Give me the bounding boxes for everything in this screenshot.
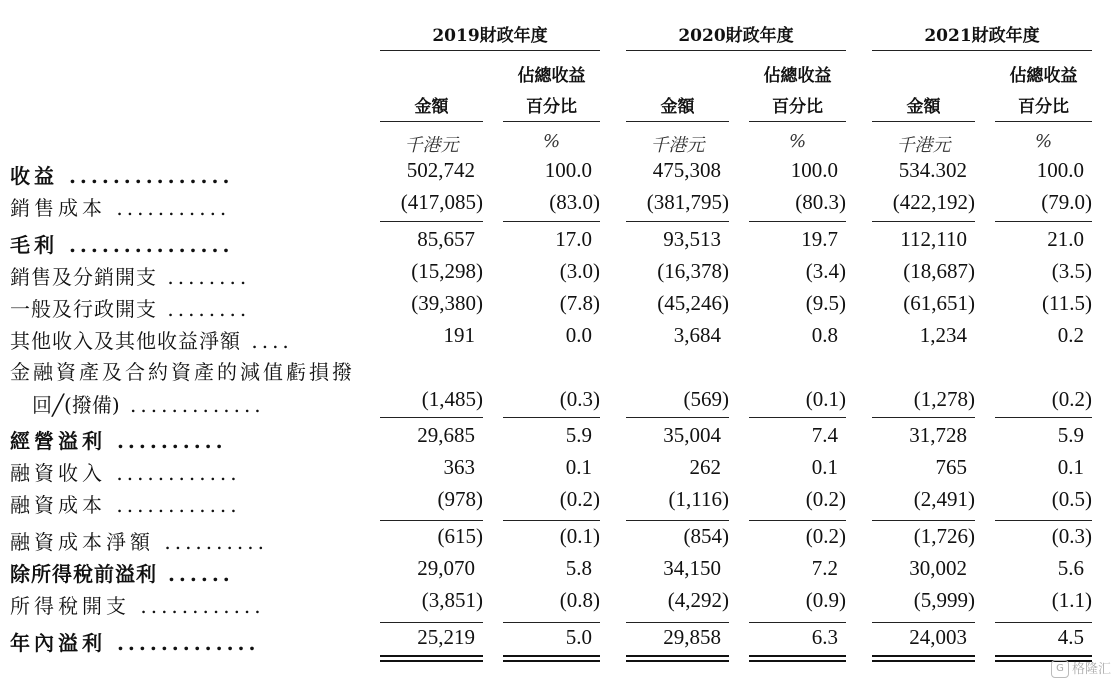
amount-cell: 93,513 [663, 227, 721, 251]
row-label: 年內溢利 ............. [10, 631, 260, 655]
amount-cell: 765 [935, 455, 967, 479]
amount-header: 金額 [660, 97, 695, 117]
pct-cell: 5.0 [565, 625, 592, 649]
pct-cell: (80.3) [795, 190, 846, 214]
pct-cell: (9.5) [805, 291, 846, 315]
amount-cell: 29,070 [417, 556, 475, 580]
column-header-rule [380, 121, 483, 122]
pct-cell: (11.5) [1042, 291, 1092, 315]
column-header-rule [626, 121, 729, 122]
pct-cell: 5.6 [1057, 556, 1084, 580]
amount-cell: (61,651) [903, 291, 975, 315]
subtotal-rule [872, 417, 975, 418]
pct-cell: 7.2 [811, 556, 838, 580]
leader-dots: ............ [106, 461, 241, 485]
subtotal-rule [626, 221, 729, 222]
row-label: 銷售成本 ........... [10, 196, 231, 220]
total-rule [749, 622, 846, 623]
pct-cell: (0.8) [559, 588, 600, 612]
double-underline [872, 655, 975, 662]
leader-dots: .......... [106, 429, 227, 453]
subtotal-rule [749, 417, 846, 418]
pct-cell: (0.1) [805, 387, 846, 411]
row-label: 經營溢利 .......... [10, 429, 227, 453]
amount-cell: 30,002 [909, 556, 967, 580]
pct-cell: 6.3 [811, 625, 838, 649]
subtotal-rule [872, 221, 975, 222]
leader-dots: ............... [58, 233, 234, 257]
pct-header-line1: 佔總收益 [1009, 66, 1078, 86]
subtotal-rule [380, 417, 483, 418]
amount-cell: (5,999) [913, 588, 975, 612]
double-underline [749, 655, 846, 662]
row-label: 一般及行政開支 ........ [10, 297, 251, 321]
leader-dots: ........... [106, 196, 231, 220]
subtotal-rule [503, 221, 600, 222]
amount-header: 金額 [414, 97, 449, 117]
pct-cell: 17.0 [555, 227, 592, 251]
row-label: 金融資產及合約資產的減值虧損撥 [10, 360, 355, 384]
amount-cell: 502,742 [406, 158, 475, 182]
unit-amount: 千港元 [404, 135, 459, 156]
leader-dots: ........ [157, 265, 251, 289]
amount-cell: (1,485) [421, 387, 483, 411]
pct-cell: 0.1 [811, 455, 838, 479]
pct-cell: (79.0) [1041, 190, 1092, 214]
pct-cell: (83.0) [549, 190, 600, 214]
leader-dots: ........ [157, 297, 251, 321]
subtotal-rule [626, 417, 729, 418]
amount-cell: 25,219 [417, 625, 475, 649]
unit-pct: % [542, 131, 561, 152]
column-header-rule [872, 121, 975, 122]
pct-cell: (3.0) [559, 259, 600, 283]
total-rule [995, 622, 1092, 623]
row-label: 其他收入及其他收益淨額 .... [10, 329, 293, 353]
pct-cell: 0.0 [565, 323, 592, 347]
amount-cell: 1,234 [919, 323, 967, 347]
amount-cell: 31,728 [909, 423, 967, 447]
total-rule [626, 622, 729, 623]
amount-cell: 29,685 [417, 423, 475, 447]
leader-dots: ............... [58, 164, 234, 188]
pct-cell: 5.9 [565, 423, 592, 447]
subtotal-rule [380, 221, 483, 222]
amount-cell: (422,192) [892, 190, 975, 214]
leader-dots: ............. [119, 393, 265, 417]
pct-cell: 21.0 [1047, 227, 1084, 251]
double-underline [503, 655, 600, 662]
amount-cell: (569) [683, 387, 729, 411]
row-label: 收益 ............... [10, 164, 234, 188]
pct-cell: (1.1) [1051, 588, 1092, 612]
pct-cell: 100.0 [544, 158, 592, 182]
amount-cell: (381,795) [646, 190, 729, 214]
leader-dots: ............. [106, 631, 260, 655]
column-header-rule [503, 121, 600, 122]
year-header-rule [380, 50, 600, 51]
leader-dots: ............ [106, 493, 241, 517]
pct-cell: 0.8 [811, 323, 838, 347]
watermark [1051, 658, 1111, 679]
amount-cell: 191 [443, 323, 475, 347]
unit-amount: 千港元 [896, 135, 951, 156]
pct-cell: (0.2) [1051, 387, 1092, 411]
amount-cell: (417,085) [400, 190, 483, 214]
row-label: 銷售及分銷開支 ........ [10, 265, 251, 289]
row-label: 除所得稅前溢利 ...... [10, 562, 234, 586]
year-header: 2021財政年度 [924, 26, 1040, 46]
pct-cell: 19.7 [801, 227, 838, 251]
amount-cell: (1,278) [913, 387, 975, 411]
amount-cell: 34,150 [663, 556, 721, 580]
pct-cell: 100.0 [1036, 158, 1084, 182]
pct-cell: 4.5 [1057, 625, 1084, 649]
subtotal-rule [995, 417, 1092, 418]
amount-cell: (45,246) [657, 291, 729, 315]
row-label: 所得稅開支 ............ [10, 594, 265, 618]
amount-header: 金額 [906, 97, 941, 117]
pct-cell: (0.2) [805, 487, 846, 511]
column-header-rule [995, 121, 1092, 122]
year-header-rule [872, 50, 1092, 51]
pct-header-line2: 百分比 [772, 97, 823, 117]
pct-cell: (7.8) [559, 291, 600, 315]
row-label: 融資成本 ............ [10, 493, 241, 517]
amount-cell: (854) [683, 524, 729, 548]
pct-cell: (0.5) [1051, 487, 1092, 511]
leader-dots: .... [241, 329, 293, 353]
pct-header-line2: 百分比 [1018, 97, 1069, 117]
amount-cell: 112,110 [900, 227, 967, 251]
subtotal-rule [872, 520, 975, 521]
pct-cell: (0.9) [805, 588, 846, 612]
amount-cell: 85,657 [417, 227, 475, 251]
pct-cell: 7.4 [811, 423, 838, 447]
amount-cell: 35,004 [663, 423, 721, 447]
unit-pct: % [1034, 131, 1053, 152]
pct-cell: 100.0 [790, 158, 838, 182]
amount-cell: 534.302 [898, 158, 967, 182]
leader-dots: .......... [154, 530, 268, 554]
pct-header-line1: 佔總收益 [763, 66, 832, 86]
pct-cell: 0.1 [565, 455, 592, 479]
row-label: 融資收入 ............ [10, 461, 241, 485]
amount-cell: (18,687) [903, 259, 975, 283]
watermark-logo-icon: G [1051, 660, 1069, 678]
amount-cell: (1,726) [913, 524, 975, 548]
leader-dots: ............ [130, 594, 265, 618]
row-label: 融資成本淨額 .......... [10, 530, 268, 554]
pct-header-line2: 百分比 [526, 97, 577, 117]
leader-dots: ...... [157, 562, 234, 586]
amount-cell: 29,858 [663, 625, 721, 649]
subtotal-rule [749, 221, 846, 222]
amount-cell: 363 [443, 455, 475, 479]
watermark-text: 格隆汇 [1071, 661, 1111, 677]
pct-cell: 5.8 [565, 556, 592, 580]
total-rule [503, 622, 600, 623]
column-header-rule [749, 121, 846, 122]
pct-cell: (3.5) [1051, 259, 1092, 283]
pct-cell: (3.4) [805, 259, 846, 283]
amount-cell: (3,851) [421, 588, 483, 612]
pct-cell: (0.2) [805, 524, 846, 548]
amount-cell: (15,298) [411, 259, 483, 283]
unit-amount: 千港元 [650, 135, 705, 156]
row-label-continued: 回╱(撥備) ............. [32, 393, 265, 417]
total-rule [872, 622, 975, 623]
double-underline [626, 655, 729, 662]
pct-cell: (0.1) [559, 524, 600, 548]
amount-cell: (1,116) [668, 487, 729, 511]
subtotal-rule [626, 520, 729, 521]
pct-cell: 5.9 [1057, 423, 1084, 447]
subtotal-rule [503, 417, 600, 418]
subtotal-rule [749, 520, 846, 521]
subtotal-rule [503, 520, 600, 521]
year-header: 2019財政年度 [432, 26, 548, 46]
double-underline [380, 655, 483, 662]
amount-cell: (978) [437, 487, 483, 511]
amount-cell: (2,491) [913, 487, 975, 511]
pct-header-line1: 佔總收益 [517, 66, 586, 86]
unit-pct: % [788, 131, 807, 152]
amount-cell: 475,308 [652, 158, 721, 182]
amount-cell: 262 [689, 455, 721, 479]
subtotal-rule [380, 520, 483, 521]
year-header: 2020財政年度 [678, 26, 794, 46]
amount-cell: (16,378) [657, 259, 729, 283]
amount-cell: 24,003 [909, 625, 967, 649]
pct-cell: (0.2) [559, 487, 600, 511]
amount-cell: (4,292) [667, 588, 729, 612]
pct-cell: (0.3) [1051, 524, 1092, 548]
amount-cell: (615) [437, 524, 483, 548]
total-rule [380, 622, 483, 623]
pct-cell: 0.1 [1057, 455, 1084, 479]
row-label: 毛利 ............... [10, 233, 234, 257]
amount-cell: (39,380) [411, 291, 483, 315]
year-header-rule [626, 50, 846, 51]
pct-cell: (0.3) [559, 387, 600, 411]
subtotal-rule [995, 520, 1092, 521]
amount-cell: 3,684 [673, 323, 721, 347]
pct-cell: 0.2 [1057, 323, 1084, 347]
subtotal-rule [995, 221, 1092, 222]
